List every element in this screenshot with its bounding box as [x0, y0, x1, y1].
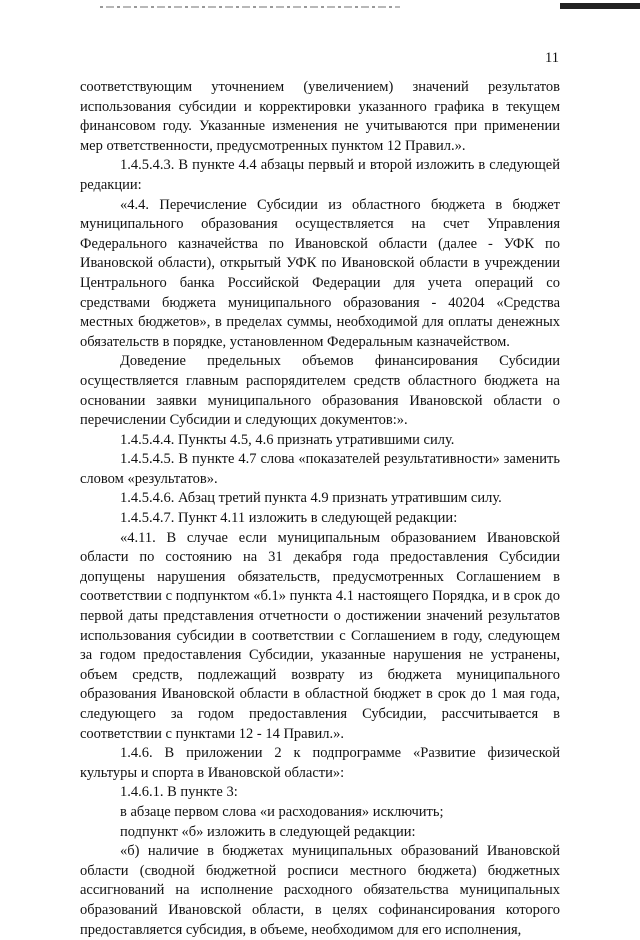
paragraph: «б) наличие в бюджетах муниципальных образований Ивановской области (сводной бюджетной росписи местного бюджета) бюджетных ассигнований на исполнение расходного обязательства муниципальных образований Ивановской области, в целях софинансирования которого предоставляется субсидия, в объеме, необходимом для его исполнения, — [80, 843, 560, 938]
paragraph: Доведение предельных объемов финансирования Субсидии осуществляется главным распорядителем средств областного бюджета на основании заявки муниципального образования Ивановской области о перечислении Субсидии и следующих документов:». — [80, 353, 560, 429]
paragraph: 1.4.5.4.6. Абзац третий пункта 4.9 признать утратившим силу. — [120, 490, 502, 507]
paragraph: 1.4.5.4.3. В пункте 4.4 абзацы первый и второй изложить в следующей редакции: — [80, 157, 560, 193]
paragraph: «4.4. Перечисление Субсидии из областного бюджета в бюджет муниципального образования осуществляется на счет Управления Федерального казначейства по Ивановской области (далее - УФК по Ивановской области), открытый УФК по Ивановской области в учреждении Центрального банка Российской Федерации для учета операций со средствами бюджета муниципального образования - 40204 «Средства местных бюджетов», в пределах суммы, необходимой для оплаты денежных обязательств в порядке, установленном Федеральным казначейством. — [80, 196, 560, 350]
page-number: 11 — [545, 50, 559, 66]
paragraph: подпункт «б» изложить в следующей редакции: — [120, 823, 416, 840]
paragraph: 1.4.5.4.4. Пункты 4.5, 4.6 признать утратившими силу. — [120, 431, 455, 448]
paragraph: 1.4.5.4.5. В пункте 4.7 слова «показателей результативности» заменить словом «результатов». — [80, 451, 560, 487]
document-body — [80, 78, 560, 940]
paragraph: соответствующим уточнением (увеличением) значений результатов использования субсидии и корректировки указанного графика в текущем финансовом году. Указанные изменения не учитываются при применении мер ответственности, предусмотренных пунктом 12 Правил.». — [80, 79, 560, 154]
paragraph: «4.11. В случае если муниципальным образованием Ивановской области по состоянию на 31 декабря года предоставления Субсидии допущены нарушения обязательств, предусмотренных Соглашением в соответствии с подпунктом «б.1» пункта 4.1 настоящего Порядка, и в срок до первой даты представления отчетности о достижении значений результатов использования субсидии в соответствии с Соглашением в году, следующем за годом предоставления Субсидии, указанные нарушения не устранены, объем средств, подлежащий возврату из бюджета муниципального образования Ивановской области в областной бюджет в срок до 1 мая года, следующего за годом предоставления Субсидии, рассчитывается в соответствии с пунктами 12 - 14 Правил.». — [80, 529, 560, 742]
paragraph: 1.4.6.1. В пункте 3: — [120, 784, 238, 801]
paragraph: 1.4.5.4.7. Пункт 4.11 изложить в следующей редакции: — [120, 510, 458, 527]
paragraph: в абзаце первом слова «и расходования» исключить; — [120, 803, 444, 820]
scan-artifact-top — [100, 6, 400, 8]
paragraph: 1.4.6. В приложении 2 к подпрограмме «Развитие физической культуры и спорта в Ивановской области»: — [80, 745, 560, 781]
scan-artifact-corner — [560, 3, 640, 9]
